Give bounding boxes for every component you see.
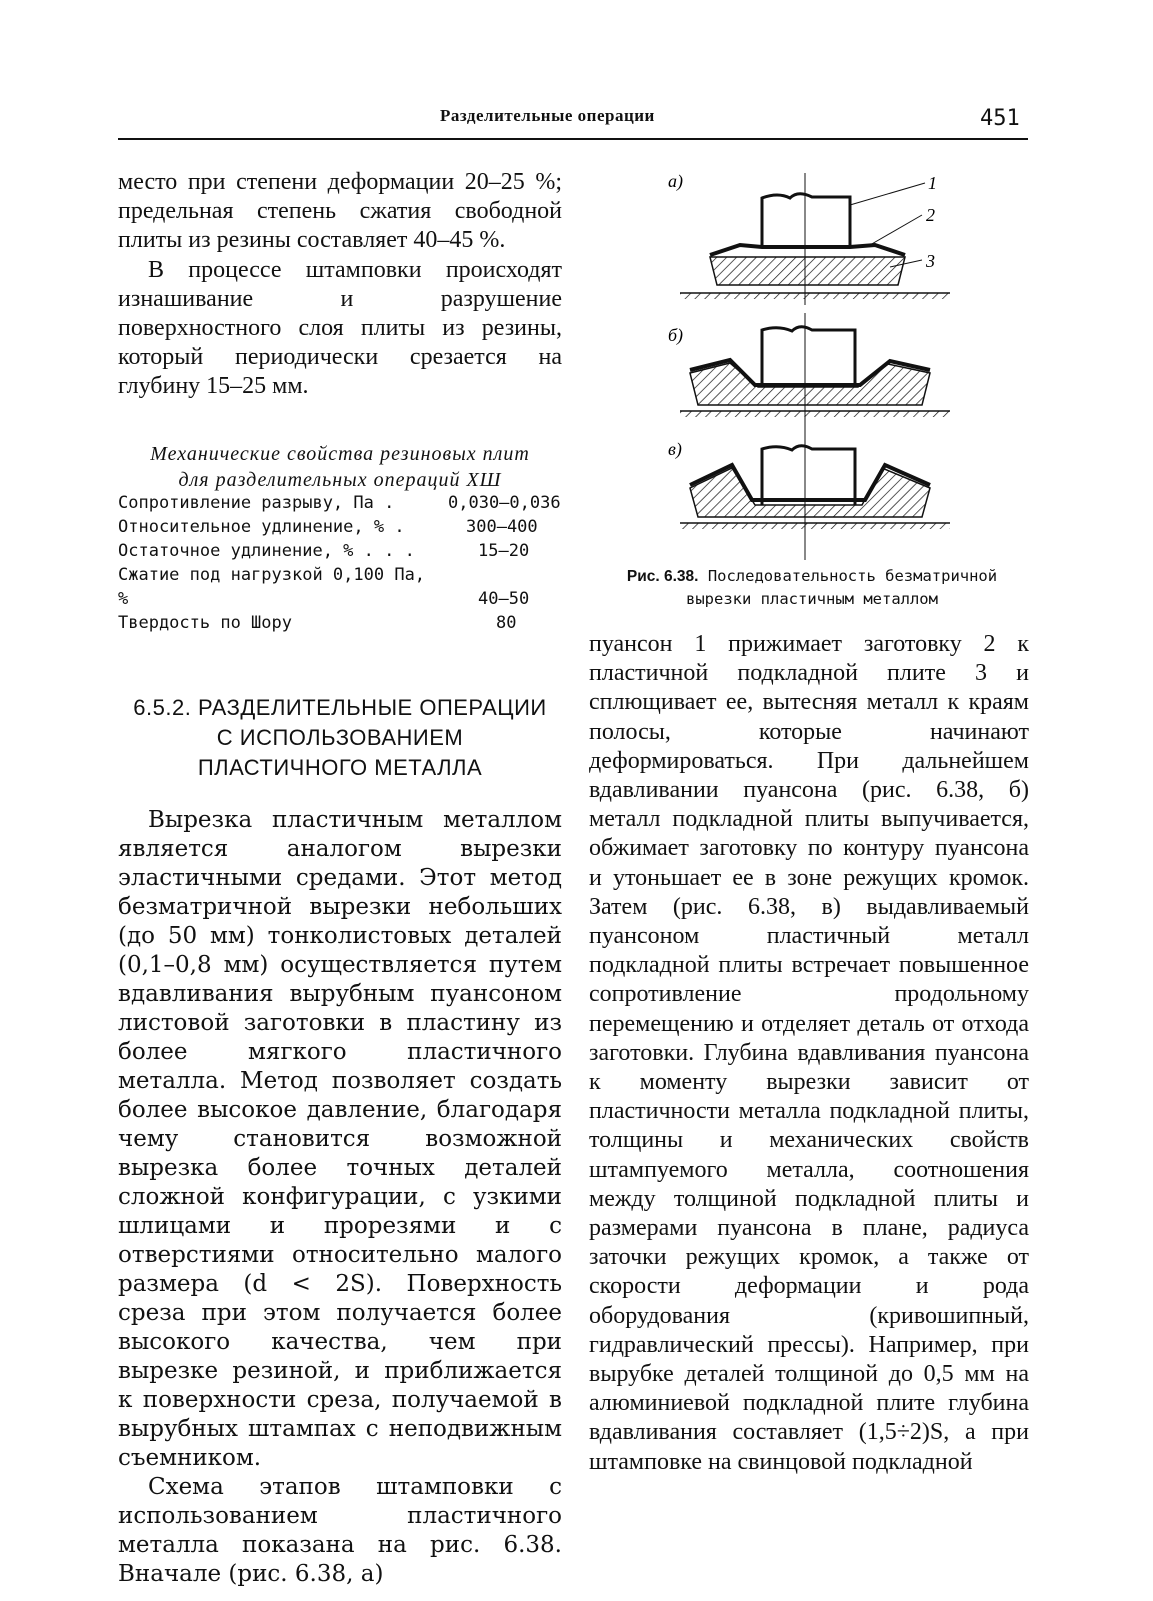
punch bbox=[762, 327, 855, 383]
section-title-line: ПЛАСТИЧНОГО МЕТАЛЛА bbox=[197, 755, 483, 780]
plastic-plate bbox=[710, 257, 905, 285]
workpiece bbox=[710, 245, 905, 255]
paragraph: В процессе штамповки происходят изнашивание и разрушение поверхностного слоя плиты из резины, который периодически срезается на глубину 15–25 мм. bbox=[118, 256, 562, 400]
property-value: 40–50 bbox=[478, 589, 530, 609]
property-value: 300–400 bbox=[466, 517, 538, 537]
figure-6-38 bbox=[660, 165, 960, 565]
figure-caption-line: вырезки пластичным металлом bbox=[686, 590, 938, 608]
left-column-body bbox=[118, 806, 562, 1589]
figure-caption-prefix: Рис. 6.38. bbox=[626, 568, 699, 585]
table-row bbox=[118, 565, 578, 589]
table-caption bbox=[118, 441, 562, 493]
figure-label-c: в) bbox=[668, 439, 682, 459]
property-name: Остаточное удлинение, % . . . bbox=[118, 541, 415, 561]
callout-1: 1 bbox=[928, 173, 937, 193]
page-number: 451 bbox=[980, 106, 1020, 131]
left-column-top bbox=[118, 168, 562, 402]
figure-caption bbox=[592, 565, 1032, 611]
property-name: Относительное удлинение, % . bbox=[118, 517, 405, 537]
property-value: 0,030–0,036 bbox=[448, 493, 561, 513]
stage-c bbox=[680, 427, 950, 560]
paragraph: место при степени деформации 20–25 %; предельная степень сжатия свободной плиты из резины составляет 40–45 %. bbox=[118, 169, 562, 254]
property-name: Сжатие под нагрузкой 0,100 Па, bbox=[118, 565, 426, 585]
base-hatch bbox=[680, 411, 950, 417]
right-column-body bbox=[589, 630, 1029, 1477]
running-title: Разделительные операции bbox=[440, 106, 655, 125]
leader-1 bbox=[850, 183, 925, 205]
figure-caption-line: Последовательность безматричной bbox=[707, 567, 998, 585]
section-title-line: РАЗДЕЛИТЕЛЬНЫЕ ОПЕРАЦИИ bbox=[197, 695, 547, 720]
property-name: Сопротивление разрыву, Па . bbox=[118, 493, 395, 513]
properties-table bbox=[118, 493, 578, 637]
table-row bbox=[118, 613, 578, 637]
table-row bbox=[118, 493, 578, 517]
table-caption-line: Механические свойства резиновых плит bbox=[150, 443, 530, 465]
property-value: 15–20 bbox=[478, 541, 530, 561]
leader-2 bbox=[870, 215, 922, 245]
paragraph: Схема этапов штамповки с использованием пластичного металла показана на рис. 6.38. Вначале (рис. 6.38, а) bbox=[118, 1474, 562, 1587]
property-value: 80 bbox=[496, 613, 517, 633]
table-row bbox=[118, 517, 578, 541]
section-number: 6.5.2. bbox=[133, 695, 192, 720]
property-name: % bbox=[118, 589, 129, 609]
stage-b bbox=[680, 313, 950, 430]
callout-3: 3 bbox=[926, 251, 935, 271]
base-hatch bbox=[680, 523, 950, 529]
section-title-line: С ИСПОЛЬЗОВАНИЕМ bbox=[216, 725, 464, 750]
punch bbox=[762, 194, 850, 247]
paragraph: пуансон 1 прижимает заготовку 2 к пластичной подкладной плите 3 и сплющивает ее, вытесняя металл к краям полосы, которые начинают деформироваться. При дальнейшем вдавливании пуансона (рис. 6.38, б) металл подкладной плиты выпучивается, обжимает заготовку по контуру пуансона и утоньшает ее в зоне режущих кромок. Затем (рис. 6.38, в) выдавливаемый пуансоном пластичный металл подкладной плиты встречает повышенное сопротивление продольному перемещению и отделяет деталь от отхода заготовки. Глубина вдавливания пуансона к моменту вырезки зависит от пластичности металла подкладной плиты, толщины и механических свойств штампуемого металла, соотношения между толщиной подкладной плиты и размерами пуансона в плане, радиуса заточки режущих кромок, а также от скорости деформации и рода оборудования (кривошипный, гидравлический прессы). Например, при вырубке деталей толщиной до 0,5 мм на алюминиевой подкладной плите глубина вдавливания составляет (1,5÷2)S, а при штамповке на свинцовой подкладной bbox=[589, 631, 1029, 1475]
punch bbox=[762, 446, 855, 505]
callout-2: 2 bbox=[926, 205, 935, 225]
table-caption-line: для разделительных операций ХШ bbox=[178, 469, 502, 491]
figure-label-a: а) bbox=[668, 171, 683, 191]
base-hatch bbox=[680, 293, 950, 299]
property-name: Твердость по Шору bbox=[118, 613, 292, 633]
table-row bbox=[118, 589, 578, 613]
figure-label-b: б) bbox=[668, 325, 684, 345]
header-rule bbox=[118, 138, 1028, 140]
table-row bbox=[118, 541, 578, 565]
paragraph: Вырезка пластичным металлом является аналогом вырезки эластичными средами. Этот метод безматричной вырезки небольших (до 50 мм) тонколистовых деталей (0,1–0,8 мм) осуществляется путем вдавливания вырубным пуансоном листовой заготовки в пластину из более мягкого пластичного металла. Метод позволяет создать более высокое давление, благодаря чему становится возможной вырезка более точных деталей сложной конфигурации, с узкими шлицами и прорезями и с отверстиями относительно малого размера (d < 2S). Поверхность среза при этом получается более высокого качества, чем при вырезке резиной, и приближается к поверхности среза, получаемой в вырубных штампах с неподвижным съемником. bbox=[118, 807, 562, 1471]
section-title bbox=[118, 693, 562, 783]
plastic-plate bbox=[690, 468, 930, 517]
stage-a bbox=[680, 173, 950, 305]
